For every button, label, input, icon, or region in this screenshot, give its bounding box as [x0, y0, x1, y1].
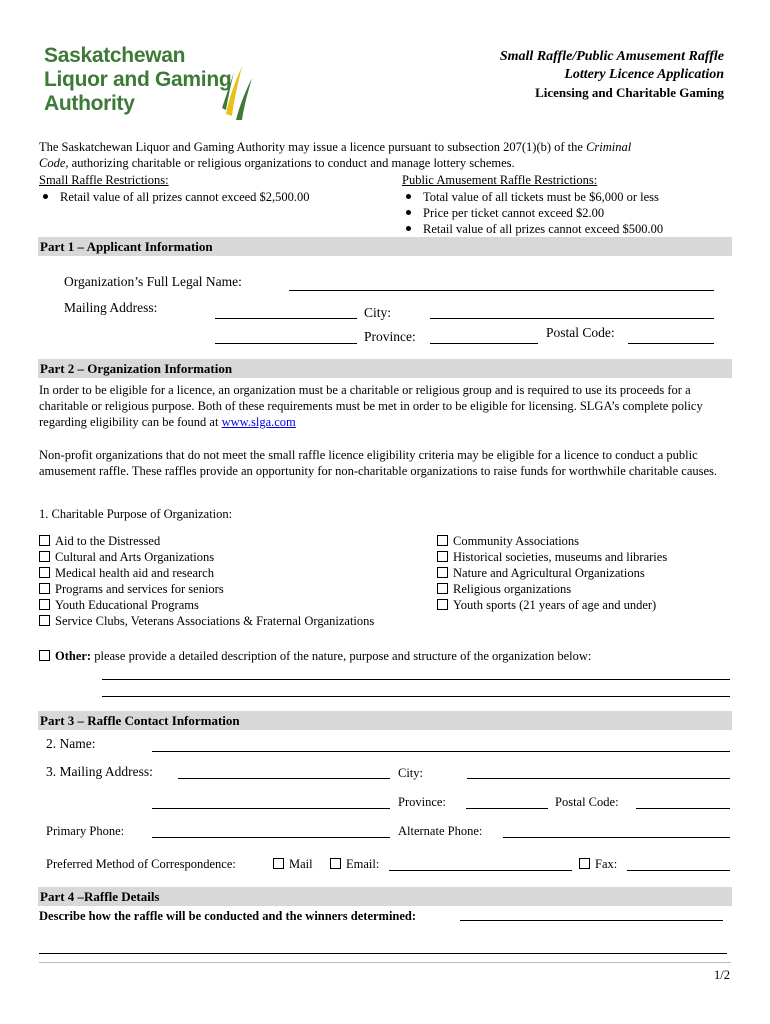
bullet-icon — [406, 226, 411, 231]
checkbox-icon[interactable] — [437, 583, 448, 594]
checkbox-icon[interactable] — [579, 858, 590, 869]
checkbox-icon[interactable] — [330, 858, 341, 869]
public-raffle-heading: Public Amusement Raffle Restrictions: — [402, 173, 598, 187]
other-description-field-2[interactable] — [102, 696, 730, 697]
city-label: City: — [364, 305, 392, 320]
public-raffle-item — [406, 221, 663, 237]
fax-field[interactable] — [627, 870, 730, 871]
primary-phone-label: Primary Phone: — [46, 824, 125, 838]
checkbox-icon[interactable] — [39, 551, 50, 562]
raffle-details-field-1[interactable] — [460, 920, 723, 921]
purpose-option[interactable] — [437, 533, 667, 549]
purpose-option-label: Community Associations — [453, 534, 580, 548]
other-label: Other: — [55, 649, 92, 663]
checkbox-icon[interactable] — [39, 615, 50, 626]
purpose-option-label: Nature and Agricultural Organizations — [453, 566, 645, 580]
non-profit-paragraph: Non-profit organizations that do not meet the small raffle licence eligibility criteria may be eligible for a licence to conduct a public amusement raffle. These raffles provide an opportunity for non-charitable organizations to raise funds for worthwhile charitable causes. — [39, 448, 718, 478]
purpose-option[interactable] — [39, 613, 374, 629]
checkbox-icon[interactable] — [437, 599, 448, 610]
contact-name-field[interactable] — [152, 751, 730, 752]
intro-text-a: The Saskatchewan Liquor and Gaming Authority may issue a licence pursuant to subsection 207(1)(b) of the — [39, 140, 587, 154]
checkbox-icon[interactable] — [39, 599, 50, 610]
city-field[interactable] — [430, 318, 714, 319]
raffle-details-field-2[interactable] — [39, 953, 727, 954]
purpose-option[interactable] — [437, 549, 667, 565]
public-raffle-item — [406, 205, 604, 221]
charitable-purpose-question: 1. Charitable Purpose of Organization: — [39, 507, 233, 521]
contact-mailing-label: 3. Mailing Address: — [46, 764, 153, 779]
mailing-address-field-2[interactable] — [215, 343, 357, 344]
form-title-line-3: Licensing and Charitable Gaming — [535, 85, 724, 100]
mail-option[interactable] — [273, 856, 313, 872]
other-option[interactable] — [39, 648, 591, 664]
contact-postal-field[interactable] — [636, 808, 730, 809]
alternate-phone-field[interactable] — [503, 837, 730, 838]
purpose-option-label: Youth sports (21 years of age and under) — [453, 598, 657, 612]
purpose-option-label: Aid to the Distressed — [55, 534, 161, 548]
checkbox-icon[interactable] — [437, 567, 448, 578]
checkbox-icon[interactable] — [39, 535, 50, 546]
primary-phone-field[interactable] — [152, 837, 390, 838]
purpose-option[interactable] — [437, 565, 667, 581]
alternate-phone-label: Alternate Phone: — [398, 824, 483, 838]
small-raffle-item — [43, 189, 310, 205]
fax-option-label: Fax: — [595, 857, 618, 871]
purpose-option[interactable] — [39, 565, 374, 581]
bullet-icon — [406, 194, 411, 199]
eligibility-paragraph — [39, 382, 731, 430]
page-number: 1/2 — [714, 968, 730, 982]
org-name-field[interactable] — [289, 290, 714, 291]
form-title-line-1: Small Raffle/Public Amusement Raffle — [499, 49, 724, 64]
public-raffle-item-text: Retail value of all prizes cannot exceed $500.00 — [423, 222, 664, 236]
purpose-option-label: Historical societies, museums and libraries — [453, 550, 668, 564]
email-option[interactable] — [330, 856, 379, 872]
purpose-option[interactable] — [39, 581, 374, 597]
part3-heading: Part 3 – Raffle Contact Information — [38, 711, 732, 730]
purpose-option[interactable] — [437, 581, 667, 597]
purpose-option[interactable] — [39, 533, 374, 549]
purpose-options-left — [39, 533, 374, 629]
checkbox-icon[interactable] — [437, 551, 448, 562]
page-divider — [39, 962, 731, 963]
public-raffle-item-text: Total value of all tickets must be $6,000 or less — [423, 190, 659, 204]
purpose-option-label: Religious organizations — [453, 582, 572, 596]
eligibility-text: In order to be eligible for a licence, an organization must be a charitable or religious group and is required to use its proceeds for a charitable or religious purpose. Both of these requirements must be met in order to be eligible for licensing. SLGA’s complete policy regarding eligibility can be found at — [39, 383, 703, 429]
form-title-line-2: Lottery Licence Application — [564, 67, 724, 82]
checkbox-icon[interactable] — [437, 535, 448, 546]
intro-italic-1: Criminal — [586, 140, 632, 154]
logo-line-2: Liquor and Gaming — [44, 68, 232, 91]
raffle-details-question: Describe how the raffle will be conducted and the winners determined: — [39, 909, 417, 923]
purpose-option-label: Youth Educational Programs — [55, 598, 199, 612]
mailing-address-field-1[interactable] — [215, 318, 357, 319]
bullet-icon — [43, 194, 48, 199]
email-field[interactable] — [389, 870, 572, 871]
mailing-address-label: Mailing Address: — [64, 300, 158, 315]
part1-heading: Part 1 – Applicant Information — [38, 237, 732, 256]
postal-code-field[interactable] — [628, 343, 714, 344]
correspondence-label: Preferred Method of Correspondence: — [46, 857, 236, 871]
public-raffle-item — [406, 189, 659, 205]
intro-paragraph — [39, 139, 729, 171]
bullet-icon — [406, 210, 411, 215]
part2-heading: Part 2 – Organization Information — [38, 359, 732, 378]
purpose-option-label: Service Clubs, Veterans Associations & Fraternal Organizations — [55, 614, 375, 628]
checkbox-icon[interactable] — [273, 858, 284, 869]
fax-option[interactable] — [579, 856, 617, 872]
small-raffle-heading: Small Raffle Restrictions: — [39, 173, 169, 187]
checkbox-icon[interactable] — [39, 650, 50, 661]
purpose-options-right — [437, 533, 667, 613]
contact-city-field[interactable] — [467, 778, 730, 779]
province-field[interactable] — [430, 343, 538, 344]
contact-name-label: 2. Name: — [46, 736, 96, 751]
logo-line-3: Authority — [44, 92, 135, 115]
purpose-option-label: Medical health aid and research — [55, 566, 214, 580]
small-raffle-item-text: Retail value of all prizes cannot exceed $2,500.00 — [60, 190, 310, 204]
intro-italic-2: Code — [39, 156, 66, 170]
slga-website-link[interactable]: www.slga.com — [221, 415, 296, 429]
public-raffle-item-text: Price per ticket cannot exceed $2.00 — [423, 206, 605, 220]
contact-postal-label: Postal Code: — [555, 795, 619, 809]
contact-mailing-field-1[interactable] — [178, 778, 390, 779]
email-option-label: Email: — [346, 857, 380, 871]
contact-province-field[interactable] — [466, 808, 548, 809]
purpose-option-label: Programs and services for seniors — [55, 582, 224, 596]
contact-city-label: City: — [398, 766, 424, 780]
province-label: Province: — [364, 329, 416, 344]
checkbox-icon[interactable] — [39, 567, 50, 578]
purpose-option[interactable] — [39, 597, 374, 613]
slga-logo — [44, 44, 259, 120]
contact-mailing-field-2[interactable] — [152, 808, 390, 809]
logo-line-1: Saskatchewan — [44, 44, 186, 67]
part4-heading: Part 4 –Raffle Details — [38, 887, 732, 906]
org-name-label: Organization’s Full Legal Name: — [64, 274, 242, 289]
purpose-option[interactable] — [39, 549, 374, 565]
checkbox-icon[interactable] — [39, 583, 50, 594]
form-title — [500, 48, 724, 102]
postal-code-label: Postal Code: — [546, 325, 615, 340]
other-description: please provide a detailed description of the nature, purpose and structure of the organization below: — [91, 649, 592, 663]
mail-option-label: Mail — [289, 857, 313, 871]
other-description-field-1[interactable] — [102, 679, 730, 680]
purpose-option[interactable] — [437, 597, 667, 613]
purpose-option-label: Cultural and Arts Organizations — [55, 550, 215, 564]
contact-province-label: Province: — [398, 795, 446, 809]
wheat-leaf-icon — [220, 64, 256, 122]
intro-text-b: , authorizing charitable or religious organizations to conduct and manage lottery schemes. — [65, 156, 515, 170]
